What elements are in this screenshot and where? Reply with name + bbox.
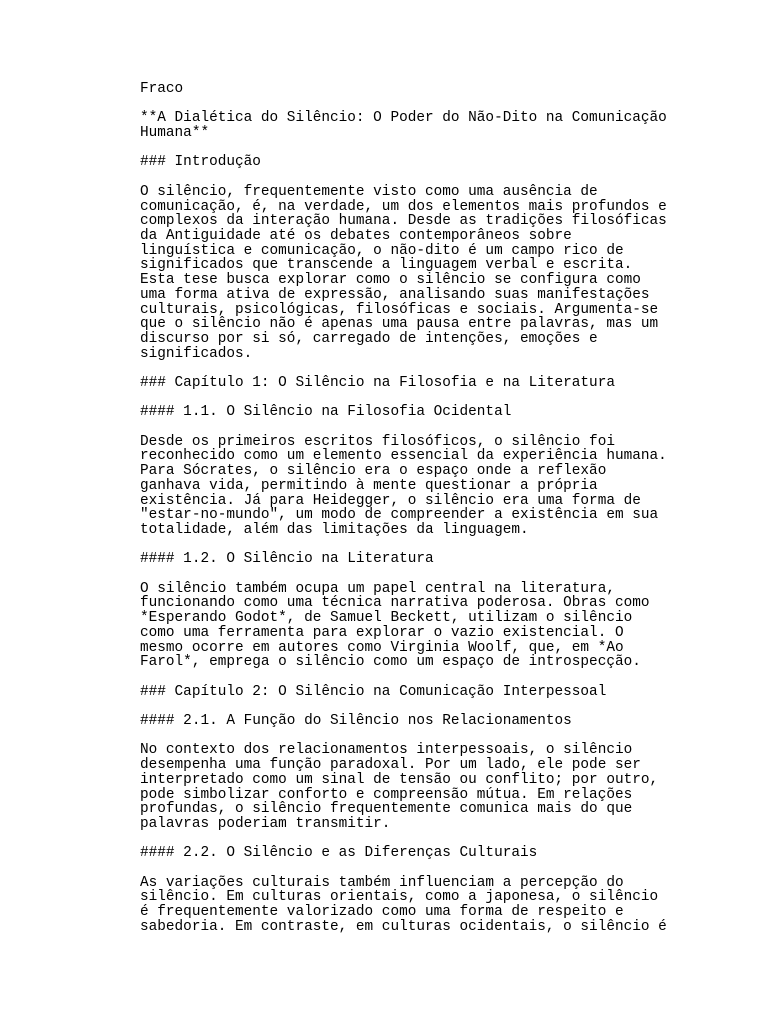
text-line: Desde os primeiros escritos filosóficos, o silêncio foi bbox=[140, 433, 615, 450]
text-line: ### Introdução bbox=[140, 154, 261, 171]
text-line: #### 1.2. O Silêncio na Literatura bbox=[140, 551, 434, 568]
text-line: #### 1.1. O Silêncio na Filosofia Ocidental bbox=[140, 404, 512, 421]
heading-capitulo-1 bbox=[140, 376, 748, 391]
label-fraco bbox=[140, 82, 748, 97]
text-line: #### 2.2. O Silêncio e as Diferenças Culturais bbox=[140, 845, 538, 862]
heading-1-1 bbox=[140, 405, 748, 420]
text-line: "estar-no-mundo", um modo de compreender a existência em sua bbox=[140, 507, 659, 524]
text-line: linguística e comunicação, o não-dito é um campo rico de bbox=[140, 242, 624, 259]
text-line: No contexto dos relacionamentos interpessoais, o silêncio bbox=[140, 742, 633, 759]
heading-2-2 bbox=[140, 846, 748, 861]
paragraph-2-1 bbox=[140, 743, 748, 831]
document-body bbox=[140, 82, 748, 935]
text-line: silêncio. Em culturas orientais, como a japonesa, o silêncio bbox=[140, 889, 659, 906]
heading-2-1 bbox=[140, 714, 748, 729]
text-line: ### Capítulo 1: O Silêncio na Filosofia e na Literatura bbox=[140, 375, 615, 391]
text-line: O silêncio também ocupa um papel central na literatura, bbox=[140, 580, 615, 597]
text-line: *Esperando Godot*, de Samuel Beckett, utilizam o silêncio bbox=[140, 610, 633, 627]
text-line: uma forma ativa de expressão, analisando suas manifestações bbox=[140, 286, 650, 303]
text-line: complexos da interação humana. Desde as tradições filosóficas bbox=[140, 213, 667, 230]
text-line: totalidade, além das limitações da linguagem. bbox=[140, 522, 529, 538]
heading-1-2 bbox=[140, 552, 748, 567]
heading-capitulo-2 bbox=[140, 685, 748, 700]
text-line: culturais, psicológicas, filosóficas e sociais. Argumenta-se bbox=[140, 301, 659, 318]
text-line: palavras poderiam transmitir. bbox=[140, 815, 391, 832]
heading-introducao bbox=[140, 155, 748, 170]
text-line: ganhava vida, permitindo à mente questionar a própria bbox=[140, 477, 598, 494]
paragraph-1-2 bbox=[140, 582, 748, 670]
text-line: comunicação, é, na verdade, um dos elementos mais profundos e bbox=[140, 198, 667, 215]
text-line: interpretado como um sinal de tensão ou conflito; por outro, bbox=[140, 771, 659, 788]
text-line: existência. Já para Heidegger, o silêncio era uma forma de bbox=[140, 492, 641, 509]
text-line: **A Dialética do Silêncio: O Poder do Não-Dito na Comunicação bbox=[140, 110, 667, 127]
text-line: é frequentemente valorizado como uma forma de respeito e bbox=[140, 904, 624, 921]
text-line: #### 2.1. A Função do Silêncio nos Relacionamentos bbox=[140, 713, 572, 730]
text-line: reconhecido como um elemento essencial da experiência humana. bbox=[140, 448, 667, 465]
text-line: da Antiguidade até os debates contemporâneos sobre bbox=[140, 227, 572, 244]
text-line: como uma ferramenta para explorar o vazio existencial. O bbox=[140, 624, 624, 641]
text-line: Fraco bbox=[140, 81, 184, 97]
paragraph-intro bbox=[140, 185, 748, 361]
text-line: pode simbolizar conforto e compreensão mútua. Em relações bbox=[140, 786, 633, 803]
text-line: significados que transcende a linguagem verbal e escrita. bbox=[140, 257, 633, 274]
text-line: Humana** bbox=[140, 125, 210, 142]
text-line: Para Sócrates, o silêncio era o espaço onde a reflexão bbox=[140, 463, 607, 480]
text-line: mesmo ocorre em autores como Virginia Woolf, que, em *Ao bbox=[140, 639, 624, 656]
text-line: discurso por si só, carregado de intenções, emoções e bbox=[140, 330, 598, 347]
paragraph-1-1 bbox=[140, 435, 748, 538]
text-line: profundas, o silêncio frequentemente comunica mais do que bbox=[140, 801, 633, 818]
text-line: Farol*, emprega o silêncio como um espaço de introspecção. bbox=[140, 654, 641, 671]
paragraph-2-2 bbox=[140, 876, 748, 935]
text-line: sabedoria. Em contraste, em culturas ocidentais, o silêncio é bbox=[140, 918, 667, 935]
text-line: ### Capítulo 2: O Silêncio na Comunicação Interpessoal bbox=[140, 683, 607, 700]
text-line: Esta tese busca explorar como o silêncio se configura como bbox=[140, 272, 641, 289]
text-line: funcionando como uma técnica narrativa poderosa. Obras como bbox=[140, 595, 650, 612]
text-line: desempenha uma função paradoxal. Por um lado, ele pode ser bbox=[140, 757, 641, 774]
doc-title bbox=[140, 111, 748, 140]
text-line: que o silêncio não é apenas uma pausa entre palavras, mas um bbox=[140, 316, 659, 333]
text-line: As variações culturais também influenciam a percepção do bbox=[140, 874, 624, 891]
text-line: significados. bbox=[140, 345, 253, 362]
text-line: O silêncio, frequentemente visto como uma ausência de bbox=[140, 183, 598, 200]
